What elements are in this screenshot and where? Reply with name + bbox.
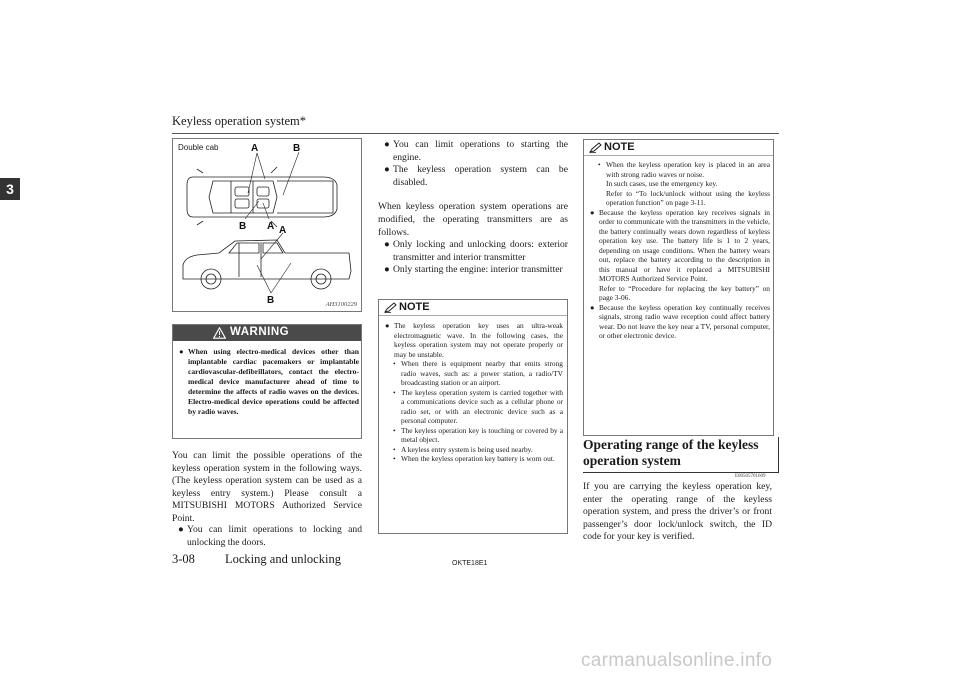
note-lead: The keyless operation key uses an ultra-weak electromagnetic wave. In the following cases, the keyless operation system may not operate properly or may be unstable.	[394, 321, 563, 359]
vehicle-figure	[172, 138, 362, 312]
warning-box	[172, 324, 362, 439]
bullet-icon: ●	[385, 321, 390, 330]
bullet-icon: ●	[179, 347, 184, 356]
note-bullet-ref: Refer to “Procedure for replacing the key battery” on page 3-06.	[599, 283, 770, 302]
note-subitem: When the keyless operation key is placed in an area with strong radio waves or noise.	[606, 160, 770, 179]
note-box-1	[378, 299, 568, 534]
watermark: carmanualsonline.info	[581, 650, 773, 671]
label-b-mid: B	[239, 221, 247, 232]
footer-page-number: 3-08	[172, 552, 195, 566]
modified-bullet-text: Only starting the engine: interior transmitter	[393, 264, 563, 276]
warning-triangle-icon	[213, 327, 226, 339]
vehicle-diagram	[173, 139, 361, 311]
intro-paragraph: You can limit the possible operations of the keyless operation system in the following ways. (The keyless operation system can be used as a keyless entry system.) Please consult a MITSUBISHI MOTORS Authorized Service Point.	[172, 450, 362, 524]
chapter-tab: 3	[0, 178, 20, 200]
intro-bullets-col2	[378, 139, 568, 277]
note-pencil-icon	[589, 142, 602, 153]
bullet-icon: ●	[590, 302, 595, 312]
note-subitem-extra: In such cases, use the emergency key.	[606, 179, 718, 188]
note-bullet: Because the keyless operation key receives signals in order to communicate with the transmitters in the vehicle, the battery continually wears down regardless of keyless operation key use. The battery life is 1 to 2 years, depending on usage conditions. When the battery wears out, replace the battery according to the description in this manual or have it replaced a MITSUBISHI MOTORS Authorized Service Point.	[599, 207, 770, 283]
intro-bullet-text: You can limit operations to starting the engine.	[393, 139, 568, 163]
header-title: Keyless operation system*	[172, 114, 307, 128]
footer-section-title: Locking and unlocking	[225, 552, 341, 566]
warning-title: WARNING	[230, 326, 290, 338]
note-header	[379, 300, 567, 316]
top-view-vehicle	[187, 167, 337, 227]
warning-text: When using electro-medical devices other than implantable cardiac pacemakers or implantable cardiovascular-defibrillators, contact the electro-medical device manufacturer ahead of time to determine the affects of radio waves on the devices. Electro-medical device operations could be affected by radio waves.	[188, 347, 359, 416]
bullet-icon: ●	[178, 524, 184, 535]
bullet-icon: ●	[590, 207, 595, 217]
bullet-icon: ●	[384, 164, 390, 176]
label-b-top: B	[293, 143, 301, 154]
note-header	[584, 140, 773, 156]
bullet-icon: ●	[384, 264, 390, 276]
note-bullet: Because the keyless operation key continually receives signals, strong radio wave reception could affect battery wear. Do not leave the key near a TV, personal computer, or other electronic device.	[599, 302, 770, 340]
label-a-side: A	[279, 225, 287, 236]
section-rule	[583, 472, 778, 473]
label-a-mid: A	[267, 221, 275, 232]
bullet-icon: ●	[384, 239, 390, 251]
label-b-bottom: B	[267, 295, 275, 306]
figure-caption: Double cab	[178, 143, 219, 152]
note-title: NOTE	[399, 301, 430, 313]
label-a-top: A	[251, 143, 259, 154]
note-item: When the keyless operation key battery is worn out.	[401, 454, 555, 463]
modified-bullet-text: Only locking and unlocking doors: exterior transmitter and interior transmitter	[393, 239, 568, 263]
intro-bullet-1	[178, 524, 362, 549]
warning-header	[173, 325, 361, 341]
note-body: • When the keyless operation key is placed in an area with strong radio waves or noise. In such cases, use the emergency key. Refer to “To lock/unlock without using the keyless operation function” on page 3-11. ● Because the keyless operation key receives signals in order to communicate with the transmitters in the vehicle, the battery continually wears down regardless of keyless operation key use. The battery life is 1 to 2 years, depending on usage conditions. When the battery wears out, replace the battery according to the description in this manual or have it replaced a MITSUBISHI MOTORS Authorized Service Point. Refer to “Procedure for replacing the key battery” on page 3-06. ● Because the keyless operation key continually receives signals, strong radio wave reception could affect battery wear. Do not leave the key near a TV, personal computer, or other electronic device.	[590, 160, 770, 340]
bullet-icon: ●	[384, 139, 390, 150]
note-pencil-icon	[384, 302, 397, 313]
intro-bullet-text: The keyless operation system can be disabled.	[393, 164, 568, 188]
modified-paragraph: When keyless operation system operations are modified, the operating transmitters are as follows.	[378, 201, 568, 238]
note-subitem-ref: Refer to “To lock/unlock without using the keyless operation function” on page 3-11.	[606, 188, 770, 207]
section-rule-vertical	[778, 437, 779, 473]
figure-code: AH3100229	[325, 301, 357, 308]
note-item: When there is equipment nearby that emits strong radio waves, such as: a power station, a radio/TV broadcasting station or an airport.	[401, 359, 563, 387]
side-view-vehicle	[183, 240, 351, 289]
section-code: E00505701609	[735, 474, 766, 479]
footer-doc-code: OKTE18E1	[452, 560, 488, 567]
note-body: ● The keyless operation key uses an ultra-weak electromagnetic wave. In the following cases, the keyless operation system may not operate properly or may be unstable. • When there is equipment nearby that emits strong radio waves, such as: a power station, a radio/TV broadcasting station or an airport. • The keyless operation system is carried together with a communications device such as a cellular phone or radio set, or with an electronic device such as a personal computer. • The keyless operation key is touching or covered by a metal object. • A keyless entry system is being used nearby. • When the keyless operation key battery is worn out.	[385, 321, 563, 463]
note-box-2	[583, 139, 774, 436]
section-heading: Operating range of the keyless operation system	[583, 437, 759, 468]
note-title: NOTE	[604, 141, 635, 153]
header-rule	[172, 133, 779, 134]
note-item: A keyless entry system is being used nearby.	[401, 444, 533, 454]
note-item: The keyless operation system is carried together with a communications device such as a cellular phone or radio set, or with an electronic device such as a personal computer.	[401, 387, 563, 425]
intro-bullet-text: You can limit operations to locking and unlocking the doors.	[187, 524, 362, 548]
warning-body	[179, 347, 359, 417]
note-item: The keyless operation key is touching or covered by a metal object.	[401, 425, 563, 444]
section-paragraph: If you are carrying the keyless operation key, enter the operating range of the keyless operation system, and press the driver’s or front passenger’s door lock/unlock switch, the ID code for your key is verified.	[583, 481, 772, 543]
